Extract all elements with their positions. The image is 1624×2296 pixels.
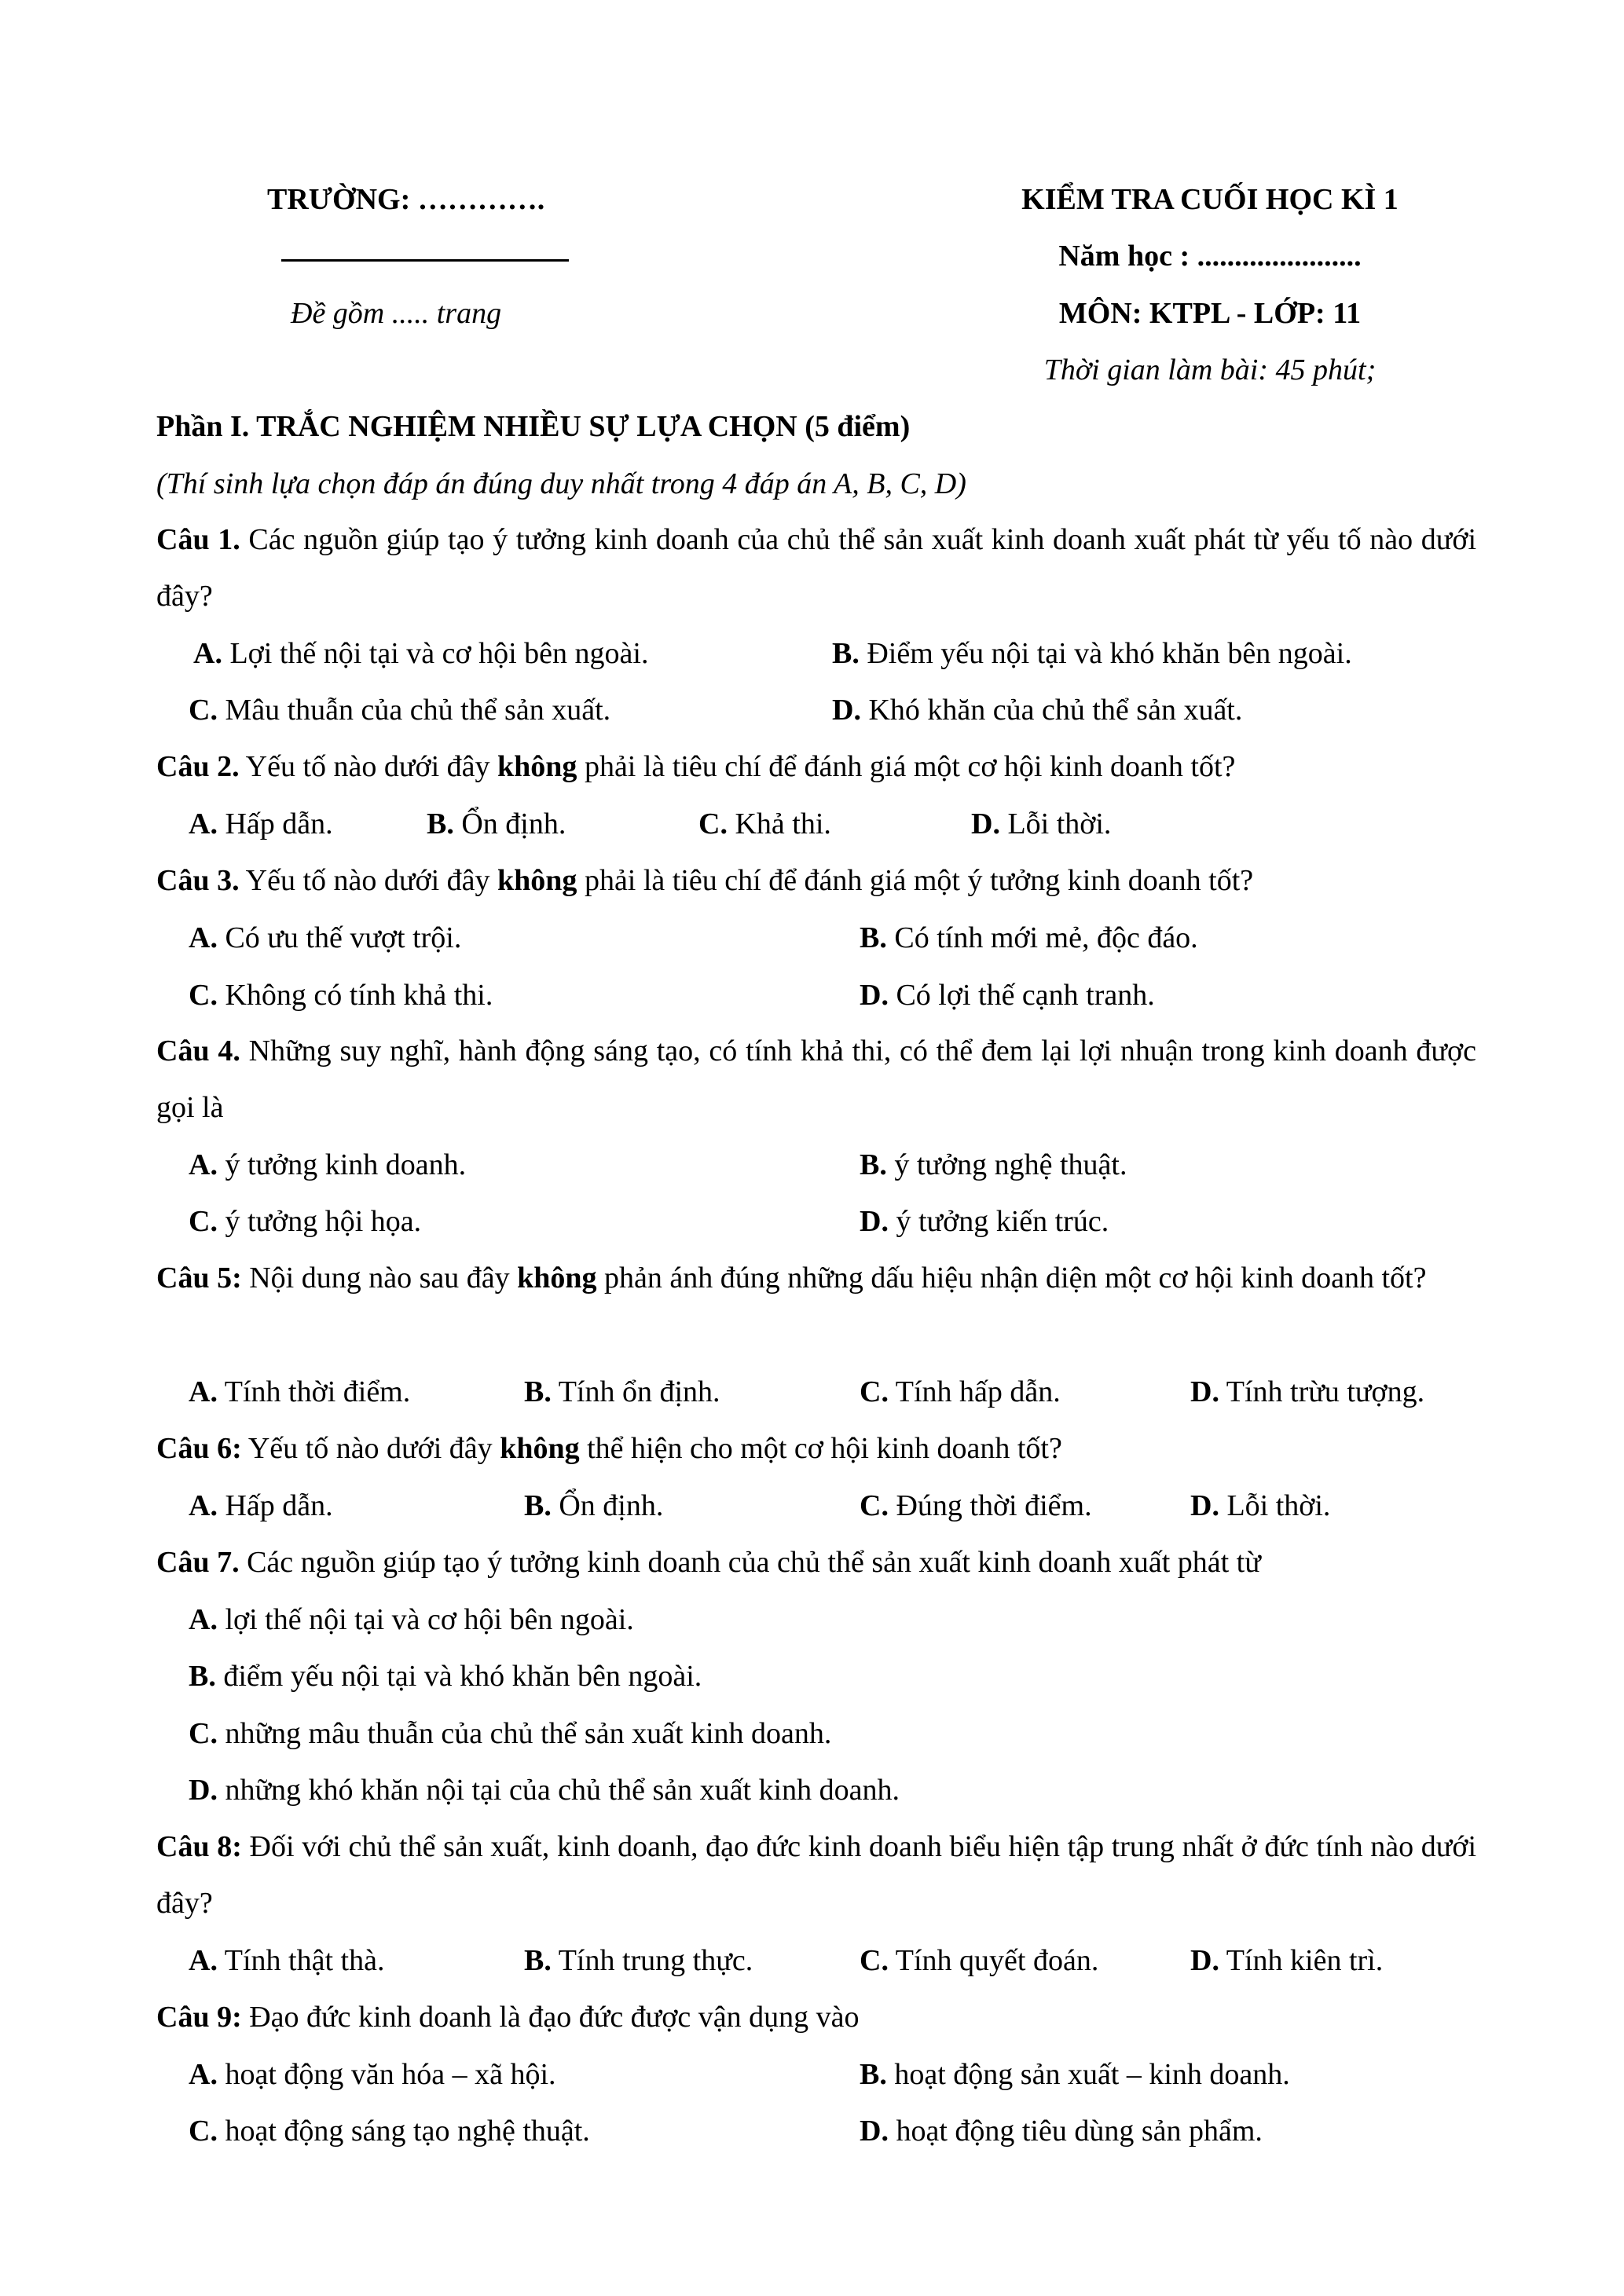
option-d: D. Tính trừu tượng.: [1190, 1375, 1425, 1408]
exam-title: KIỂM TRA CUỐI HỌC KÌ 1: [1021, 183, 1399, 216]
option-a: A. Lợi thế nội tại và cơ hội bên ngoài.: [193, 637, 649, 670]
option-b: B. Tính ổn định.: [524, 1375, 720, 1408]
option-d: D. Tính kiên trì.: [1190, 1944, 1384, 1977]
option-a: A. Tính thời điểm.: [189, 1375, 411, 1408]
option-d: D. Khó khăn của chủ thể sản xuất.: [832, 694, 1243, 727]
option-d: D. hoạt động tiêu dùng sản phẩm.: [860, 2115, 1263, 2148]
option-c: C. hoạt động sáng tạo nghệ thuật.: [189, 2115, 590, 2148]
option-c: C. Đúng thời điểm.: [860, 1489, 1092, 1522]
option-b: B. Điểm yếu nội tại và khó khăn bên ngoài.: [832, 637, 1352, 670]
question-5: Câu 5: Nội dung nào sau đây không phản ánh đúng những dấu hiệu nhận diện một cơ hội kinh doanh tốt?: [156, 1262, 1427, 1294]
option-a: A. Hấp dẫn.: [189, 807, 333, 840]
option-b: B. Ổn định.: [524, 1489, 664, 1522]
exam-time: Thời gian làm bài: 45 phút;: [1043, 353, 1377, 386]
option-d: D. Lỗi thời.: [1190, 1489, 1331, 1522]
option-b: B. Có tính mới mẻ, độc đáo.: [860, 921, 1198, 954]
question-7: Câu 7. Các nguồn giúp tạo ý tưởng kinh doanh của chủ thể sản xuất kinh doanh xuất phát từ: [156, 1546, 1261, 1579]
option-d: D. ý tưởng kiến trúc.: [860, 1205, 1109, 1238]
option-c: C. Mâu thuẫn của chủ thể sản xuất.: [189, 694, 611, 727]
question-3: Câu 3. Yếu tố nào dưới đây không phải là tiêu chí để đánh giá một ý tưởng kinh doanh tốt?: [156, 864, 1254, 897]
option-c: C. Tính quyết đoán.: [860, 1944, 1099, 1977]
section-instruction: (Thí sinh lựa chọn đáp án đúng duy nhất trong 4 đáp án A, B, C, D): [156, 467, 966, 500]
question-number: Câu 1.: [156, 523, 240, 556]
option-b: B. ý tưởng nghệ thuật.: [860, 1148, 1127, 1181]
question-4: Câu 4. Những suy nghĩ, hành động sáng tạo, có tính khả thi, có thể đem lại lợi nhuận trong kinh doanh được gọi là: [156, 1034, 1476, 1124]
section-title: Phần I. TRẮC NGHIỆM NHIỀU SỰ LỰA CHỌN (5 điểm): [156, 410, 911, 443]
option-a: A. lợi thế nội tại và cơ hội bên ngoài.: [189, 1603, 634, 1636]
option-d: D. Có lợi thế cạnh tranh.: [860, 979, 1155, 1012]
option-d: D. Lỗi thời.: [971, 807, 1112, 840]
option-c: C. Khả thi.: [698, 807, 831, 840]
option-b: B. Ổn định.: [427, 807, 566, 840]
option-a: A. hoạt động văn hóa – xã hội.: [189, 2058, 556, 2091]
option-b: B. Tính trung thực.: [524, 1944, 753, 1977]
option-c: C. những mâu thuẫn của chủ thể sản xuất kinh doanh.: [189, 1717, 832, 1750]
option-b: B. hoạt động sản xuất – kinh doanh.: [860, 2058, 1290, 2091]
pages-note: Đề gồm ..... trang: [291, 297, 502, 330]
option-a: A. Hấp dẫn.: [189, 1489, 333, 1522]
option-a: A. ý tưởng kinh doanh.: [189, 1148, 467, 1181]
school-year: Năm học : ......................: [1058, 240, 1362, 273]
question-8: Câu 8: Đối với chủ thể sản xuất, kinh doanh, đạo đức kinh doanh biểu hiện tập trung nhất ở đức tính nào dưới đây?: [156, 1830, 1477, 1920]
header-divider: [281, 259, 569, 262]
option-c: C. Không có tính khả thi.: [189, 979, 493, 1012]
option-b: B. điểm yếu nội tại và khó khăn bên ngoài.: [189, 1660, 702, 1693]
subject-grade: MÔN: KTPL - LỚP: 11: [1058, 297, 1362, 330]
option-d: D. những khó khăn nội tại của chủ thể sản xuất kinh doanh.: [189, 1774, 900, 1807]
school-label: TRƯỜNG: ………….: [267, 183, 545, 216]
option-a: A. Tính thật thà.: [189, 1944, 385, 1977]
question-text: Các nguồn giúp tạo ý tưởng kinh doanh của chủ thể sản xuất kinh doanh xuất phát từ yếu tố nào dưới đây?: [156, 523, 1477, 613]
question-9: Câu 9: Đạo đức kinh doanh là đạo đức được vận dụng vào: [156, 2001, 860, 2034]
question-2: Câu 2. Yếu tố nào dưới đây không phải là tiêu chí để đánh giá một cơ hội kinh doanh tốt?: [156, 750, 1236, 783]
option-a: A. Có ưu thế vượt trội.: [189, 921, 462, 954]
option-c: C. Tính hấp dẫn.: [860, 1375, 1061, 1408]
question-1: [156, 511, 1476, 624]
option-c: C. ý tưởng hội họa.: [189, 1205, 422, 1238]
question-6: Câu 6: Yếu tố nào dưới đây không thể hiện cho một cơ hội kinh doanh tốt?: [156, 1432, 1062, 1465]
